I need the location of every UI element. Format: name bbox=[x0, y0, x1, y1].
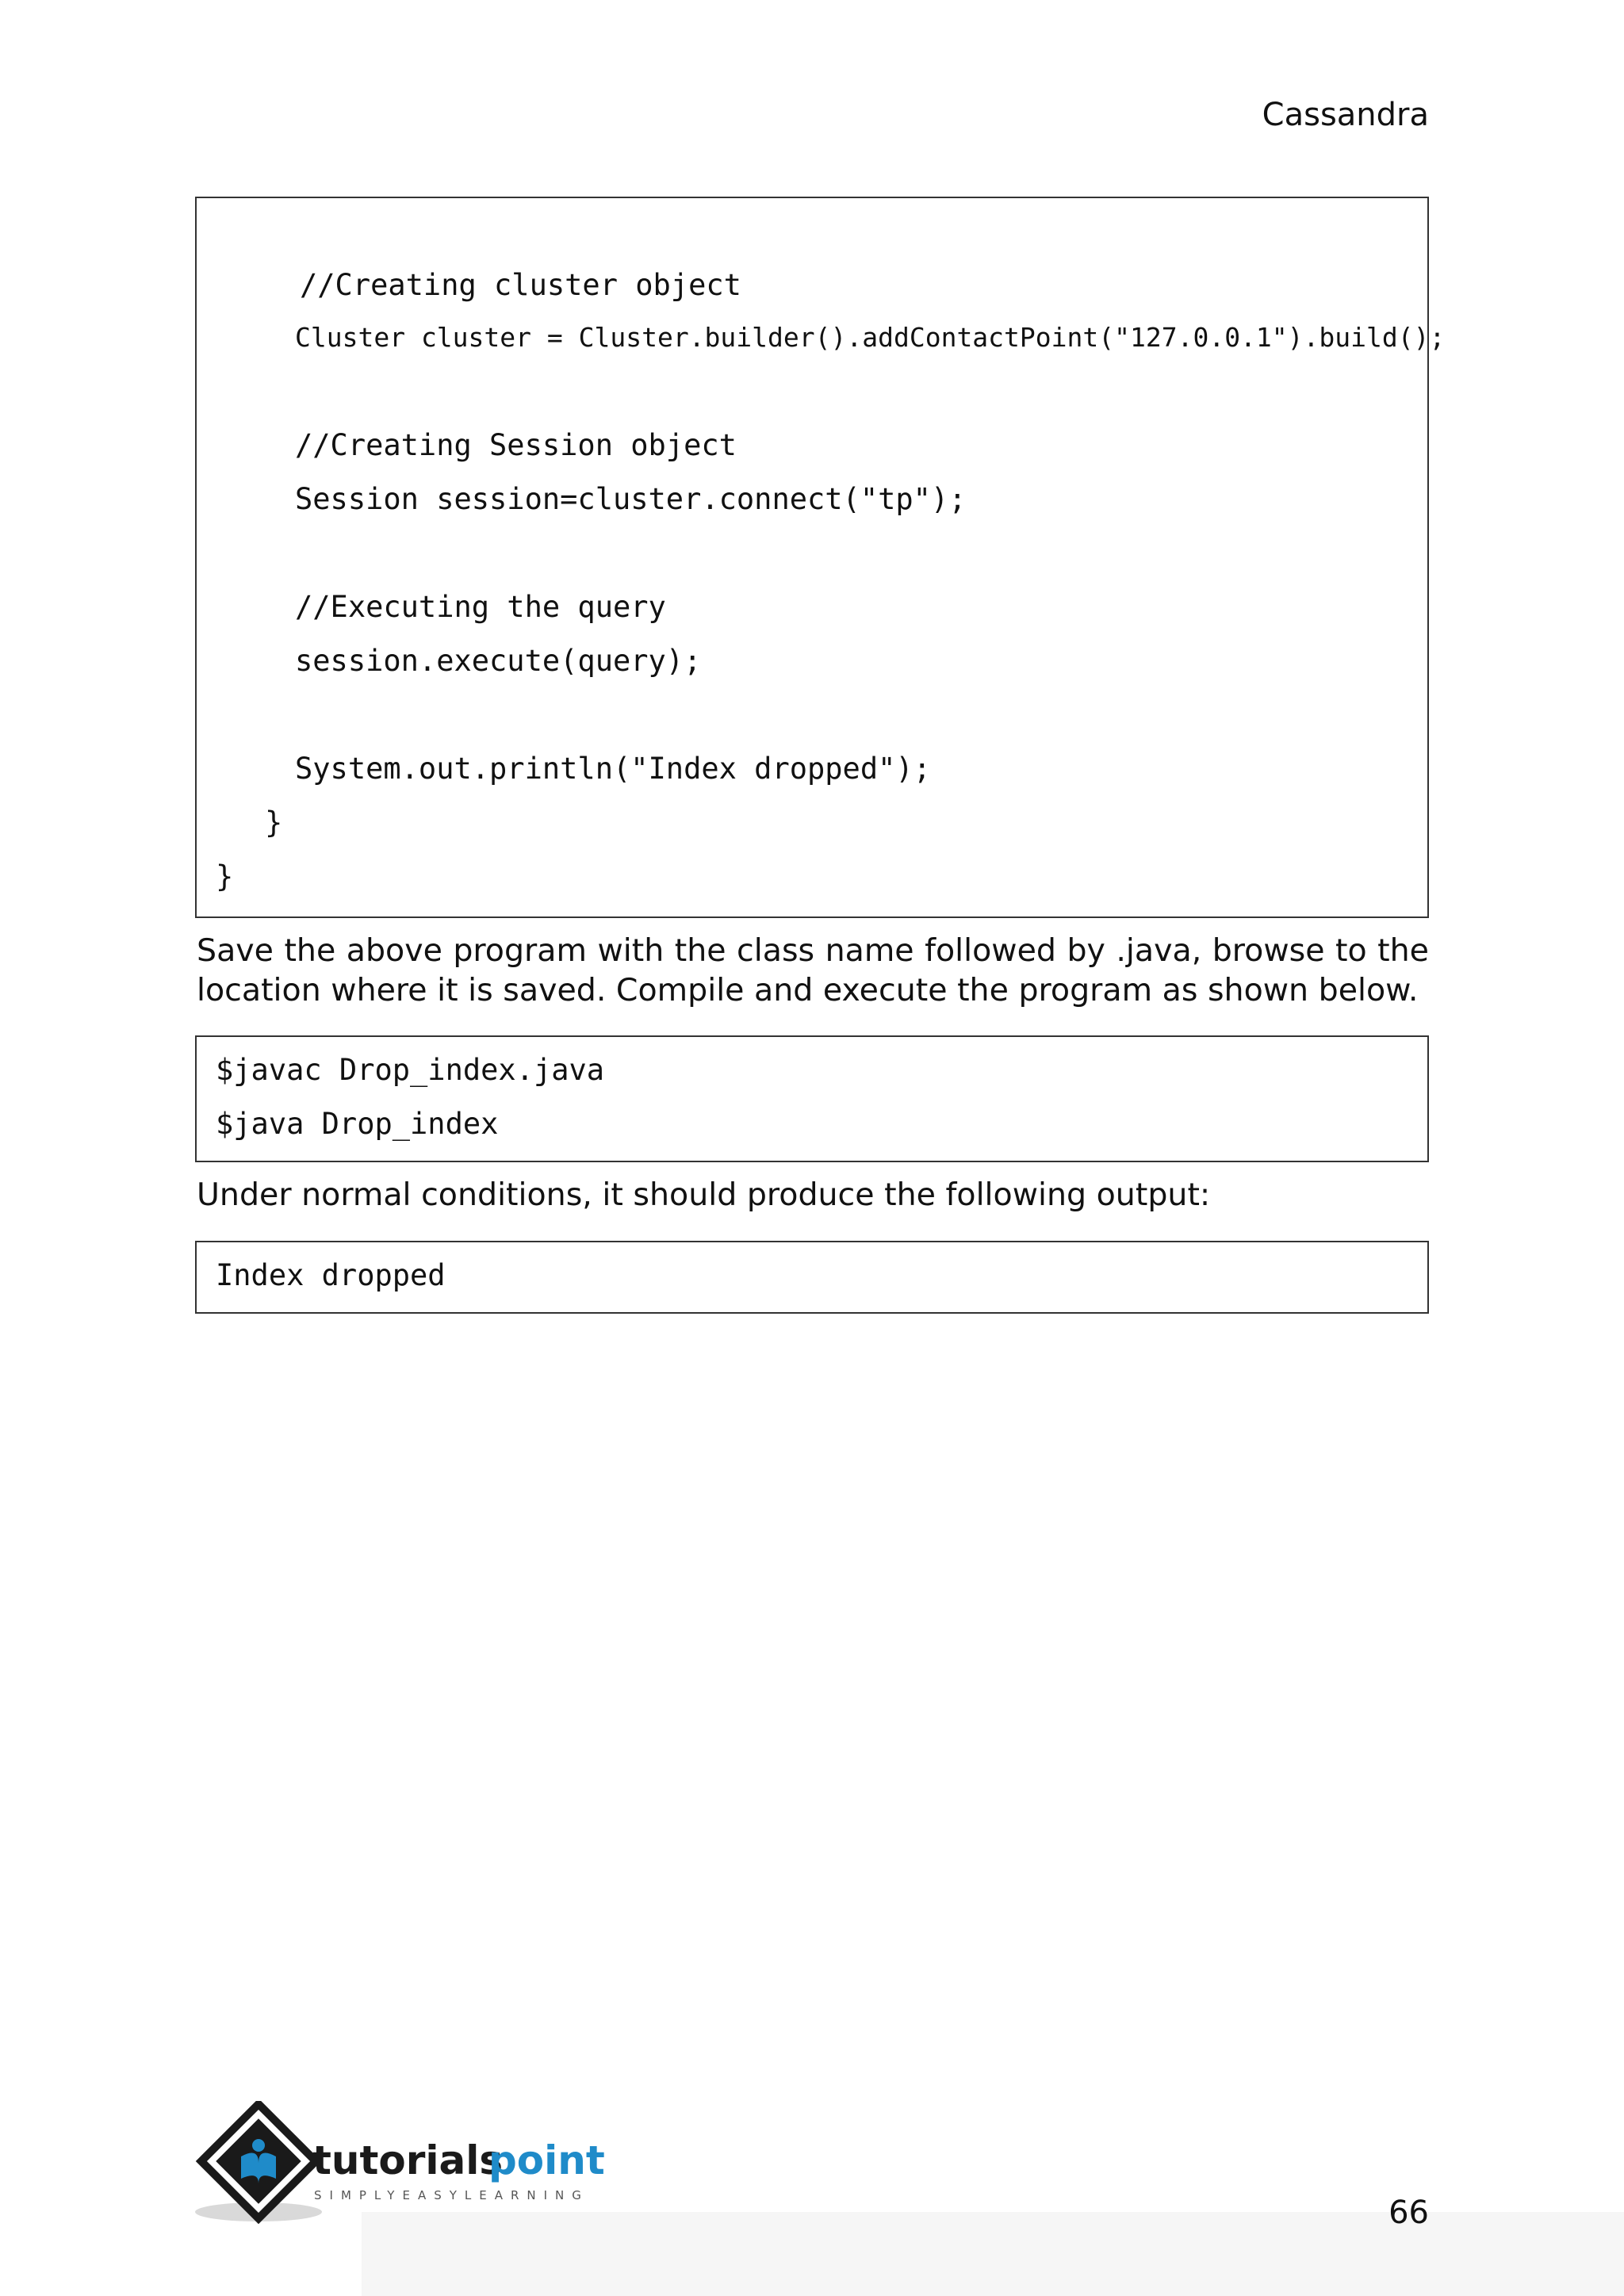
code-line: Index dropped bbox=[216, 1258, 446, 1292]
code-line: //Creating Session object bbox=[295, 428, 737, 462]
code-block-compile-commands bbox=[195, 1035, 1429, 1162]
code-line: } bbox=[216, 859, 234, 894]
code-line: } bbox=[265, 806, 283, 840]
tutorialspoint-logo bbox=[195, 2101, 623, 2228]
page-number: 66 bbox=[1388, 2195, 1429, 2231]
code-block-output bbox=[195, 1241, 1429, 1314]
code-line: Cluster cluster = Cluster.builder().addContactPoint("127.0.0.1").build(); bbox=[295, 322, 1446, 353]
code-line: session.execute(query); bbox=[295, 644, 702, 678]
logo-text-primary: tutorials bbox=[312, 2137, 504, 2183]
code-line: System.out.println("Index dropped"); bbox=[295, 752, 931, 786]
page-header-title: Cassandra bbox=[1262, 97, 1429, 133]
logo-tagline: SIMPLYEASYLEARNING bbox=[314, 2188, 589, 2202]
code-line: $java Drop_index bbox=[216, 1107, 499, 1141]
logo-graphic bbox=[195, 2101, 623, 2228]
output-intro-paragraph: Under normal conditions, it should produce the following output: bbox=[197, 1177, 1211, 1213]
code-block-program bbox=[195, 197, 1446, 918]
code-line: //Creating cluster object bbox=[300, 268, 741, 302]
code-line: $javac Drop_index.java bbox=[216, 1053, 605, 1087]
code-line: Session session=cluster.connect("tp"); bbox=[295, 482, 967, 516]
instruction-paragraph: Save the above program with the class name followed by .java, browse to the location where it is saved. Compile and execute the program as shown below. bbox=[197, 932, 1429, 1008]
logo-text-accent: point bbox=[488, 2137, 605, 2183]
code-line: //Executing the query bbox=[295, 590, 666, 624]
